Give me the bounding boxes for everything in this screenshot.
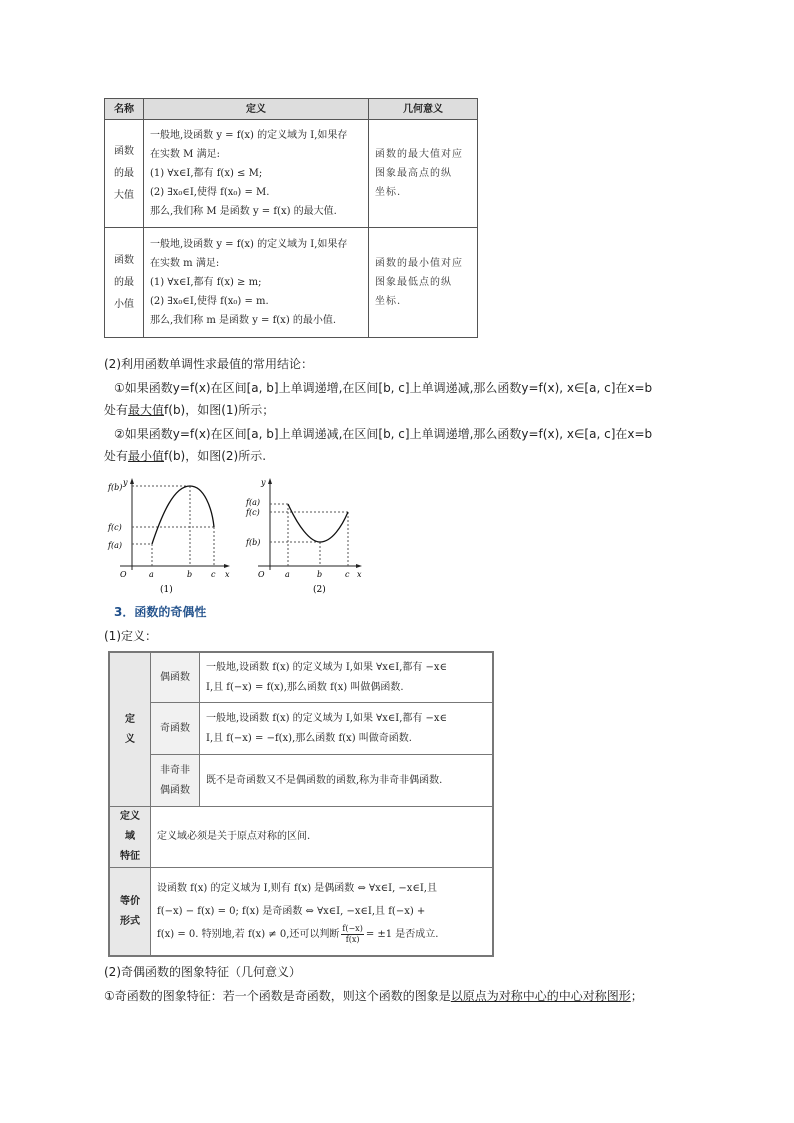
g2-label-fa: f(a) [246, 498, 260, 507]
monotonic-heading: (2)利用函数单调性求最值的常用结论： [104, 357, 313, 371]
min-value-term: 最小值 [128, 449, 165, 463]
text-even: 一般地,设函数 f(x) 的定义域为 I,如果 ∀x∈I,都有 −x∈ I,且 f(−x) = f(x),那么函数 f(x) 叫做偶函数. [200, 653, 493, 703]
g1-label-fb: f(b) [108, 483, 123, 492]
g1-label-fc: f(c) [108, 523, 122, 532]
header-meaning: 几何意义 [369, 99, 478, 120]
item2-line2: 处有最小值f(b)，如图(2)所示. [104, 449, 267, 463]
g1-label-y: y [123, 478, 128, 487]
row-definition-min: 一般地,设函数 y = f(x) 的定义域为 I,如果存 在实数 m 满足: (1) ∀x∈I,都有 f(x) ≥ m; (2) ∃x₀∈I,使得 f(x₀) = m. 那么,我们称 m 是函数 y = f(x) 的最小值. [144, 228, 369, 338]
odd-graph-feature: ①奇函数的图象特征：若一个函数是奇函数，则这个函数的图象是以原点为对称中心的中心对称图形； [104, 989, 643, 1003]
g1-curve [152, 486, 214, 544]
row-meaning-max: 函数的最大值对应 图象最高点的纵 坐标. [369, 120, 478, 228]
max-value-term: 最大值 [128, 403, 165, 417]
label-domain: 定义域 特征 [110, 807, 151, 868]
row-domain [110, 807, 493, 868]
item1-line1: ①如果函数y=f(x)在区间[a, b]上单调递增,在区间[b, c]上单调递减,那么函数y=f(x), x∈[a, c]在x=b [114, 381, 653, 395]
graph-1 [106, 474, 236, 598]
row-neither [110, 755, 493, 807]
g1-caption: (1) [160, 585, 173, 595]
g1-label-a: a [149, 570, 154, 579]
g2-caption: (2) [313, 585, 326, 595]
definition-heading: (1)定义： [104, 629, 157, 643]
table-row-max [105, 120, 478, 228]
item1-line2: 处有最大值f(b)，如图(1)所示； [104, 403, 275, 417]
g2-label-o: O [258, 570, 265, 579]
g2-x-arrow [356, 564, 362, 568]
table-header-row [105, 99, 478, 120]
g1-label-c: c [211, 570, 216, 579]
label-definition: 定 义 [110, 653, 151, 807]
g2-label-y: y [261, 478, 266, 487]
label-even: 偶函数 [151, 653, 200, 703]
row-name-max: 函数 的最 大值 [105, 120, 144, 228]
label-odd: 奇函数 [151, 703, 200, 755]
row-equivalent [110, 868, 493, 956]
g2-label-b: b [317, 570, 323, 579]
g2-label-c: c [345, 570, 350, 579]
g2-label-x: x [357, 570, 362, 579]
g2-label-fc: f(c) [246, 508, 260, 517]
g2-y-arrow [268, 478, 272, 484]
text-domain: 定义域必须是关于原点对称的区间. [151, 807, 493, 868]
header-name: 名称 [105, 99, 144, 120]
g1-label-b: b [187, 570, 193, 579]
fraction-numerator: f(−x) [342, 924, 363, 933]
text-equivalent: 设函数 f(x) 的定义域为 I,则有 f(x) 是偶函数 ⇔ ∀x∈I, −x∈I,且 f(−x) − f(x) = 0; f(x) 是奇函数 ⇔ ∀x∈I, −x∈I,且 f(−x) + f(x) = 0. 特别地,若 f(x) ≠ 0,还可以判断 $\frac{f(-x)}{f(x)}$ = ±1 是否成立. [151, 868, 493, 956]
item2-line1: ②如果函数y=f(x)在区间[a, b]上单调递减,在区间[b, c]上单调递增,那么函数y=f(x), x∈[a, c]在x=b [114, 427, 653, 441]
g1-label-fa: f(a) [108, 541, 122, 550]
row-meaning-min: 函数的最小值对应 图象最低点的纵 坐标. [369, 228, 478, 338]
fraction [341, 924, 363, 945]
label-equivalent: 等价 形式 [110, 868, 151, 956]
g1-label-x: x [225, 570, 230, 579]
parity-table [109, 652, 493, 956]
g1-y-arrow [130, 478, 134, 484]
text-neither: 既不是奇函数又不是偶函数的函数,称为非奇非偶函数. [200, 755, 493, 807]
central-symmetry-term: 以原点为对称中心的中心对称图形 [450, 989, 631, 1003]
g2-label-a: a [285, 570, 290, 579]
text-odd: 一般地,设函数 f(x) 的定义域为 I,如果 ∀x∈I,都有 −x∈ I,且 f(−x) = −f(x),那么函数 f(x) 叫做奇函数. [200, 703, 493, 755]
row-even [110, 653, 493, 703]
graph-2 [244, 474, 374, 598]
section-3-title: 3．函数的奇偶性 [114, 605, 207, 619]
row-odd [110, 703, 493, 755]
g2-label-fb: f(b) [246, 538, 261, 547]
fraction-denominator: f(x) [345, 935, 360, 944]
header-definition: 定义 [144, 99, 369, 120]
table-row-min [105, 228, 478, 338]
g1-x-arrow [224, 564, 230, 568]
row-name-min: 函数 的最 小值 [105, 228, 144, 338]
g2-curve [288, 504, 348, 542]
label-neither: 非奇非 偶函数 [151, 755, 200, 807]
row-definition-max: 一般地,设函数 y = f(x) 的定义域为 I,如果存 在实数 M 满足: (1) ∀x∈I,都有 f(x) ≤ M; (2) ∃x₀∈I,使得 f(x₀) = M. 那么,我们称 M 是函数 y = f(x) 的最大值. [144, 120, 369, 228]
g1-label-o: O [120, 570, 127, 579]
graph-feature-heading: (2)奇偶函数的图象特征（几何意义） [104, 965, 301, 979]
max-min-table [104, 98, 478, 338]
